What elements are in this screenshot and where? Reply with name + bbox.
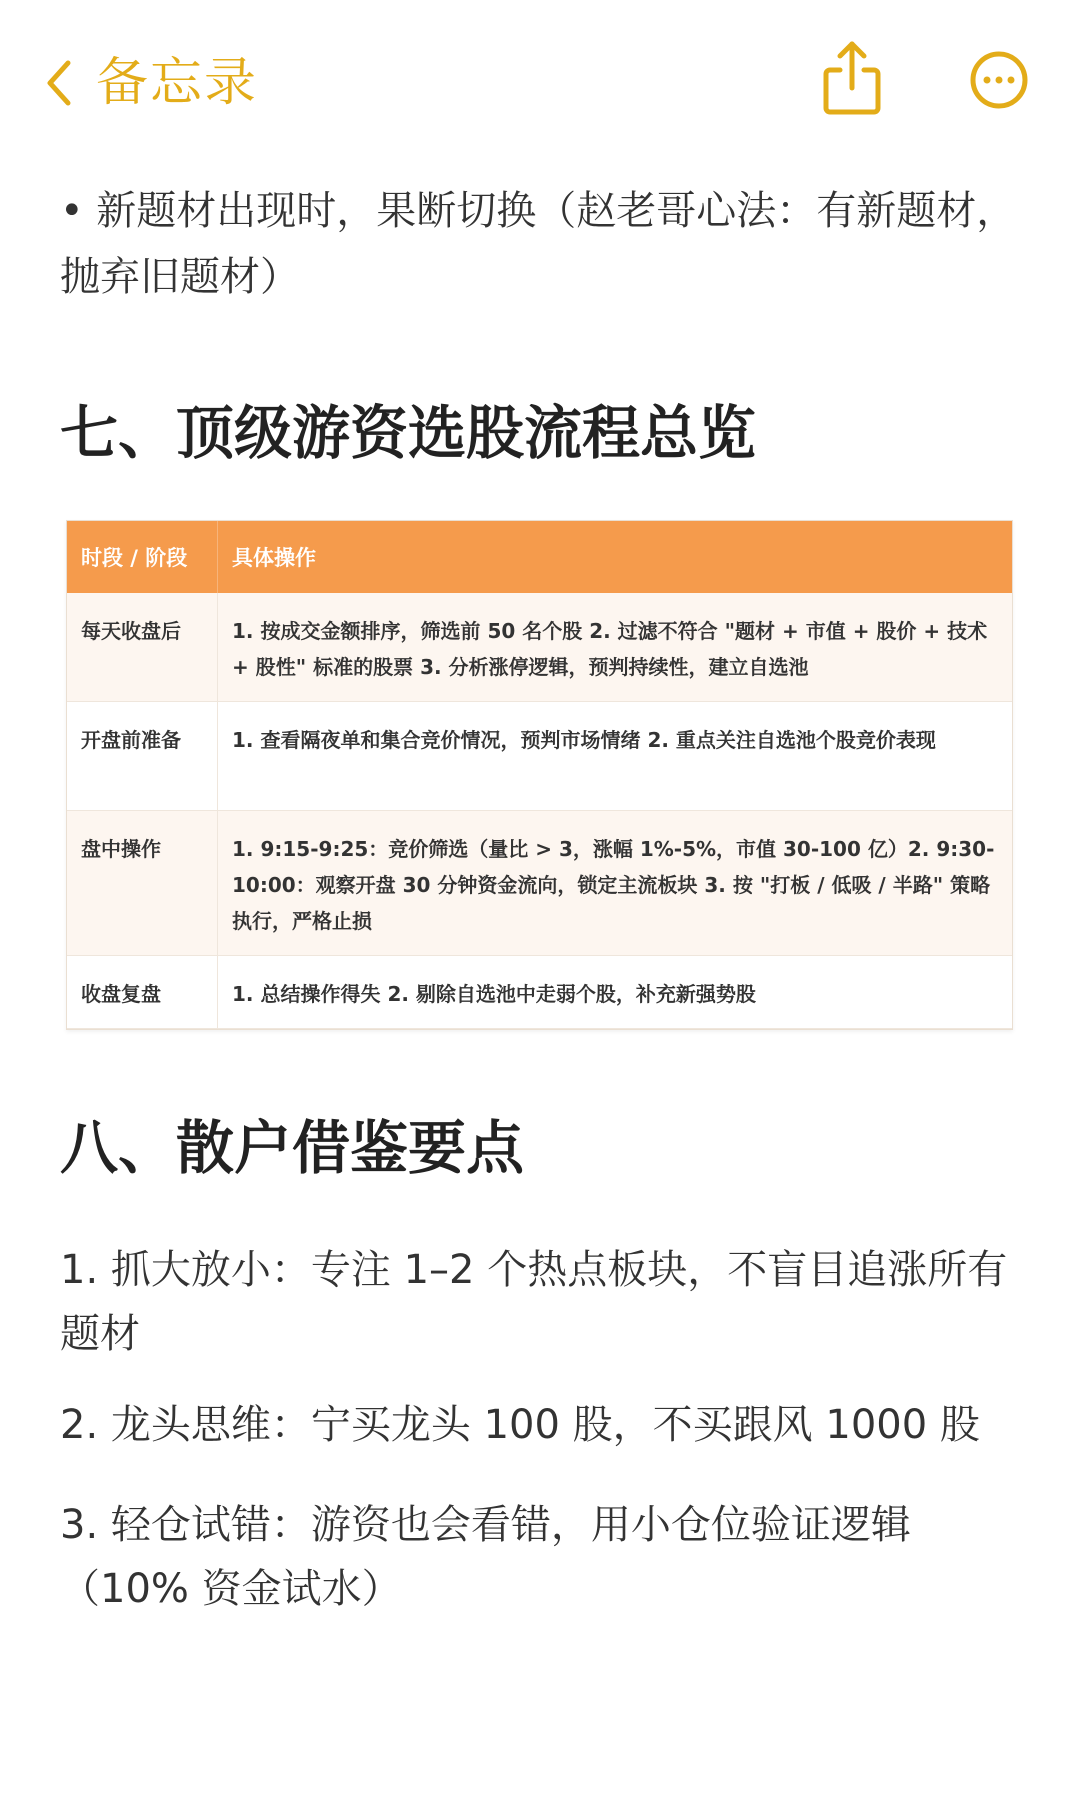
table-row <box>67 956 1012 1029</box>
list-item: 2. 龙头思维：宁买龙头 100 股，不买跟风 1000 股 <box>60 1402 980 1448</box>
share-button[interactable] <box>822 40 882 116</box>
table-cell-period: 盘中操作 <box>67 811 218 956</box>
table-row <box>67 593 1012 702</box>
table-cell-action: 1. 9:15-9:25：竞价筛选（量比 > 3，涨幅 1%-5%，市值 30-100 亿）2. 9:30-10:00：观察开盘 30 分钟资金流向，锁定主流板块 3. 按 "打板 / 低吸 / 半路" 策略执行，严格止损 <box>218 811 1013 956</box>
table-row <box>67 811 1012 956</box>
share-icon <box>822 101 882 120</box>
table-header-row <box>67 521 1012 593</box>
table-row <box>67 702 1012 811</box>
back-label: 备忘录 <box>96 53 259 113</box>
table-cell-action: 1. 总结操作得失 2. 剔除自选池中走弱个股，补充新强势股 <box>218 956 1013 1029</box>
more-button[interactable] <box>969 50 1029 110</box>
table-cell-period: 开盘前准备 <box>67 702 218 811</box>
table-cell-period: 每天收盘后 <box>67 593 218 702</box>
process-table <box>66 520 1013 1030</box>
note-content[interactable] <box>60 178 1025 1612</box>
list-item: 3. 轻仓试错：游资也会看错，用小仓位验证逻辑（10% 资金试水） <box>60 1502 911 1612</box>
more-icon <box>969 95 1029 114</box>
list-item: 1. 抓大放小：专注 1–2 个热点板块，不盲目追涨所有题材 <box>60 1247 1008 1357</box>
section-7-heading: 七、顶级游资选股流程总览 <box>60 399 757 467</box>
table-cell-period: 收盘复盘 <box>67 956 218 1029</box>
section-8-heading: 八、散户借鉴要点 <box>60 1114 525 1182</box>
table-cell-action: 1. 按成交金额排序，筛选前 50 名个股 2. 过滤不符合 "题材 + 市值 + 股价 + 技术 + 股性" 标准的股票 3. 分析涨停逻辑，预判持续性，建立自选池 <box>218 593 1013 702</box>
table-cell-action: 1. 查看隔夜单和集合竞价情况，预判市场情绪 2. 重点关注自选池个股竞价表现 <box>218 702 1013 811</box>
table-header-period: 时段 / 阶段 <box>67 521 218 593</box>
intro-bullet: • 新题材出现时，果断切换（赵老哥心法：有新题材，抛弃旧题材） <box>60 188 1017 300</box>
chevron-left-icon <box>44 57 74 109</box>
navigation-bar <box>0 0 1080 160</box>
table-header-action: 具体操作 <box>218 521 1013 593</box>
back-button[interactable] <box>44 50 258 116</box>
